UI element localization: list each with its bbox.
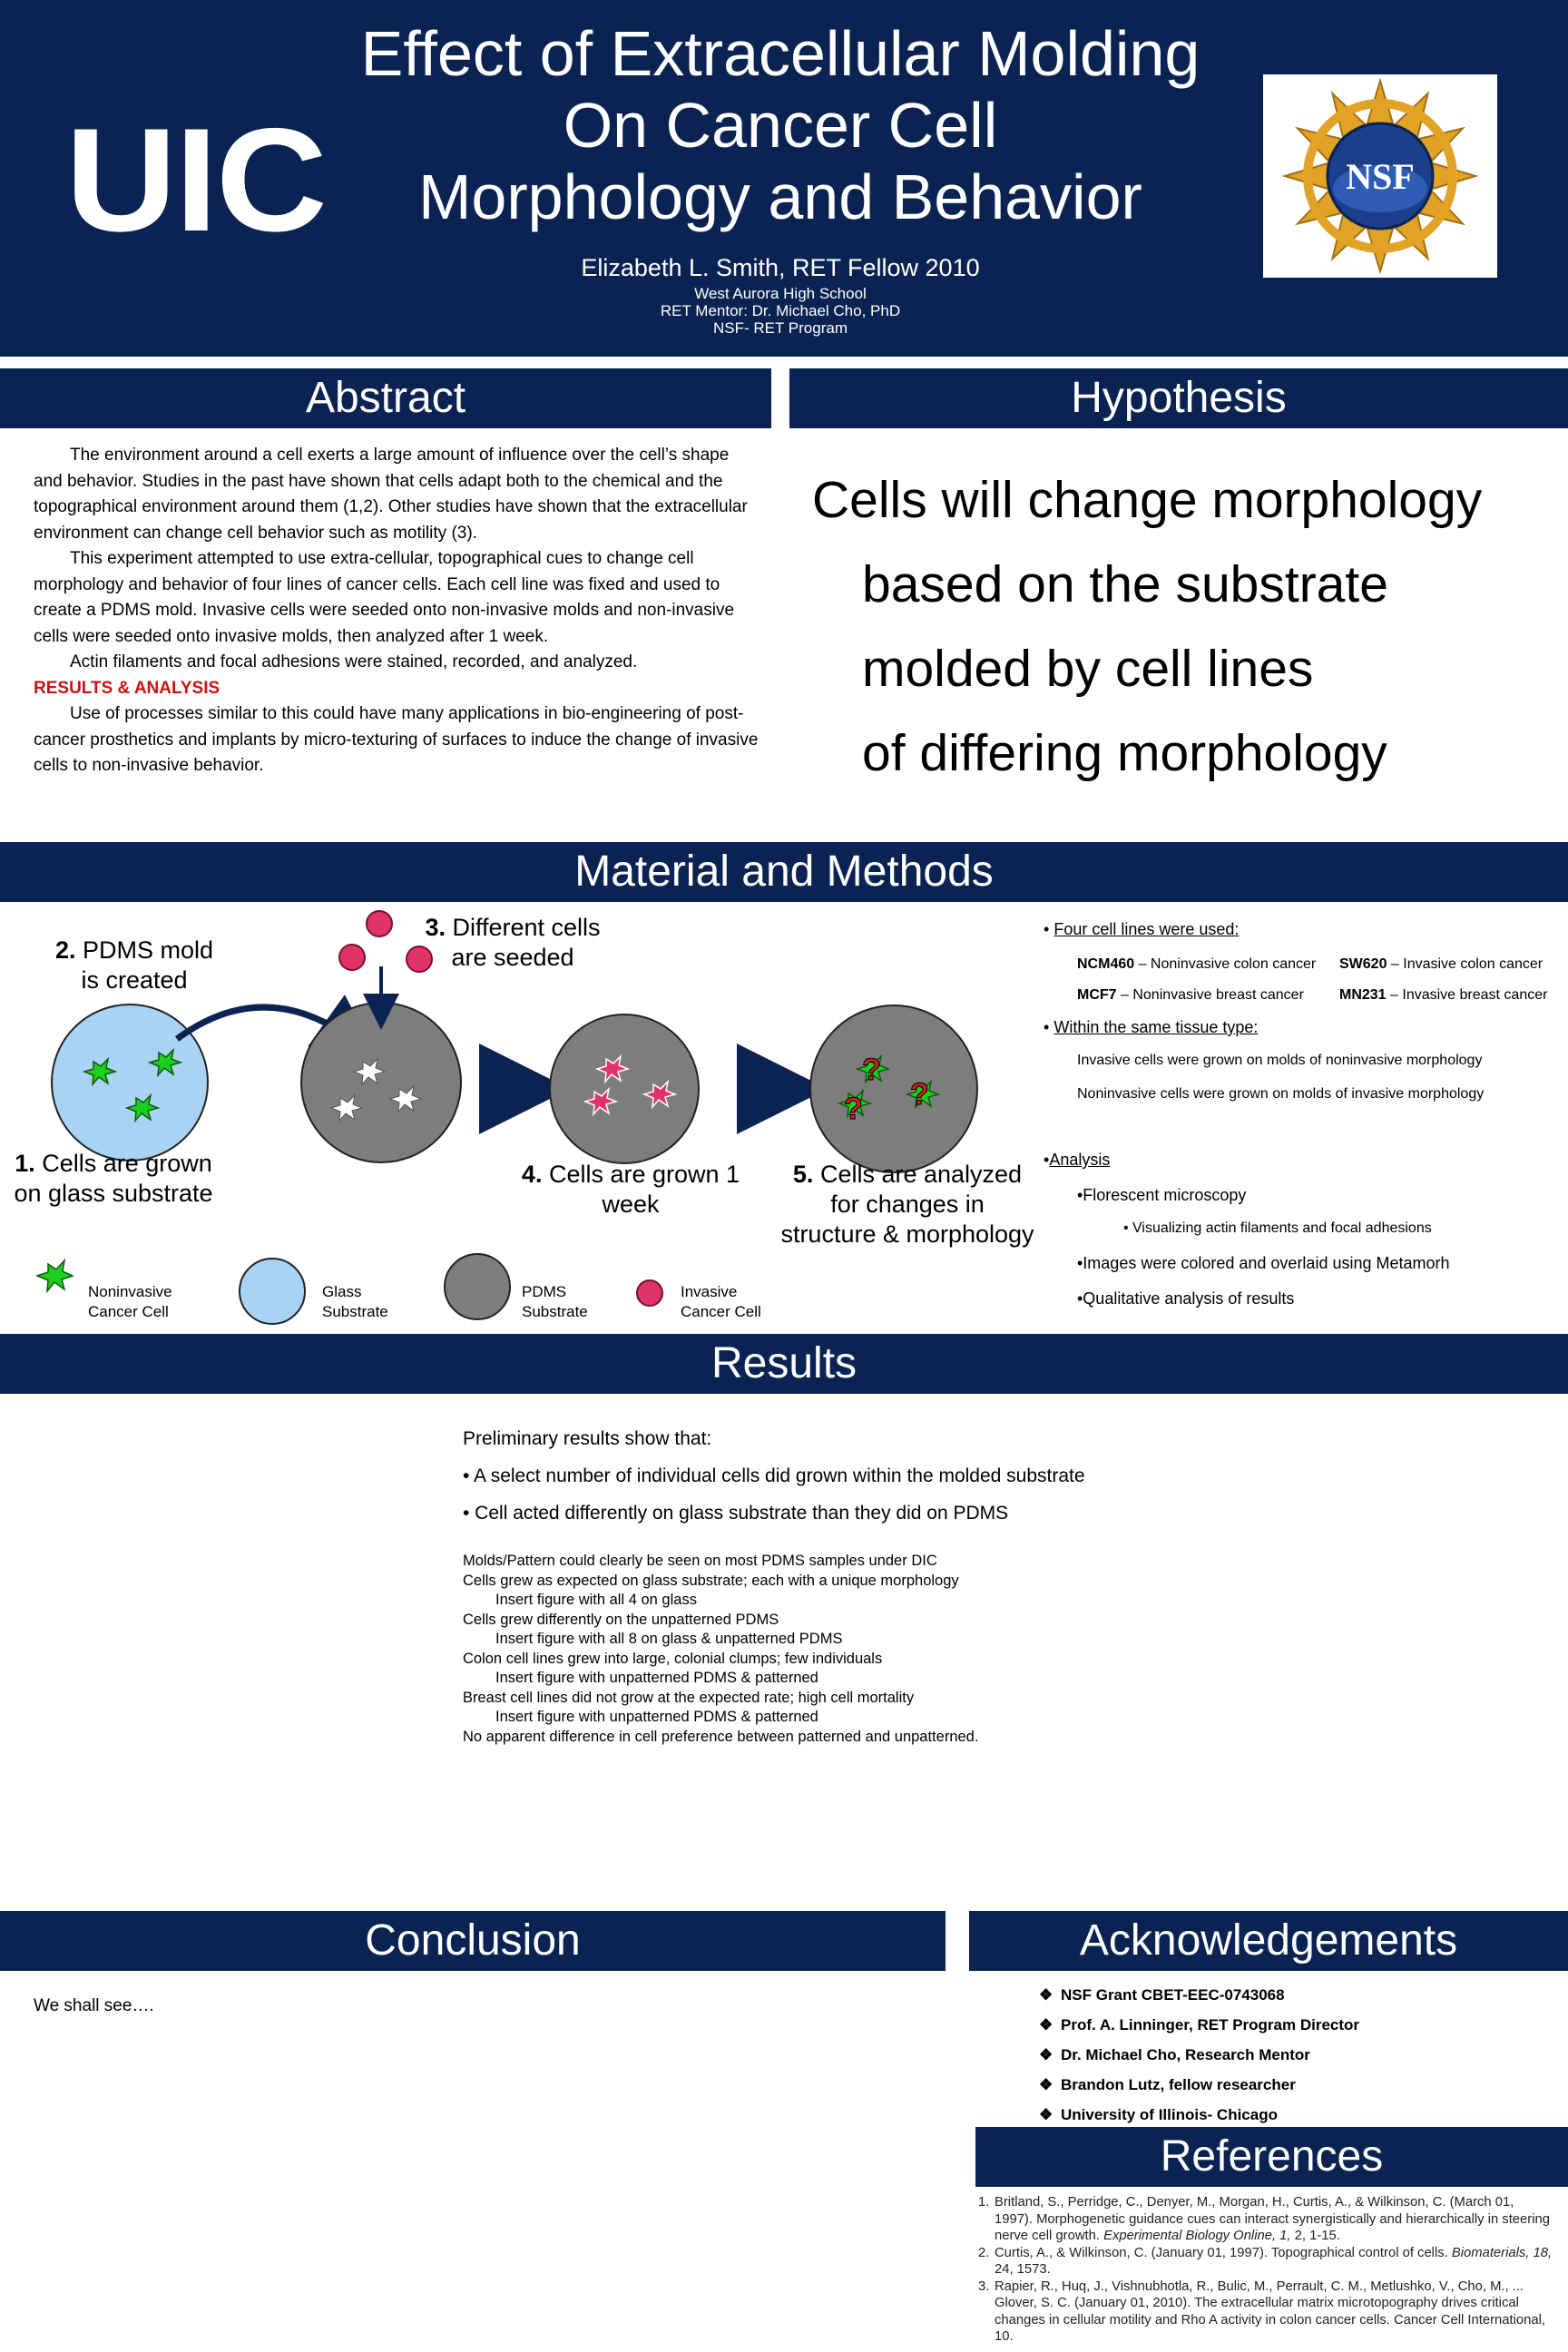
abstract-body bbox=[34, 443, 760, 779]
abstract-heading: Abstract bbox=[0, 368, 771, 428]
abstract-paragraph: Actin filaments and focal adhesions were stained, recorded, and analyzed. bbox=[70, 652, 638, 671]
step-3-label: 3. Different cells are seeded bbox=[425, 914, 601, 971]
analyzed-dish bbox=[810, 1005, 977, 1172]
pdms-dish bbox=[301, 1003, 461, 1162]
title-line: Morphology and Behavior bbox=[418, 162, 1142, 232]
results-note: Insert figure with all 8 on glass & unpatterned PDMS bbox=[495, 1631, 843, 1647]
affiliation bbox=[272, 285, 1289, 337]
invasive-cell bbox=[339, 945, 365, 970]
results-bullet: • Cell acted differently on glass substrate than they did on PDMS bbox=[463, 1503, 1009, 1524]
cell-line-item: MCF7 – Noninvasive breast cancer bbox=[1077, 987, 1304, 1003]
results-note: No apparent difference in cell preference between patterned and unpatterned. bbox=[463, 1728, 979, 1745]
header-banner bbox=[0, 0, 1568, 357]
ack-item: ❖ Dr. Michael Cho, Research Mentor bbox=[1039, 2040, 1547, 2070]
question-mark: ? bbox=[910, 1077, 929, 1112]
step-2-label: 2. PDMS mold is created bbox=[54, 936, 214, 994]
hypothesis-line: of differing morphology bbox=[862, 724, 1387, 782]
results-note: Cells grew differently on the unpatterned PDMS bbox=[463, 1611, 779, 1628]
methods-heading: Material and Methods bbox=[0, 842, 1568, 902]
results-heading: Results bbox=[0, 1334, 1568, 1394]
legend-glass-icon bbox=[240, 1259, 305, 1324]
results-note: Cells grew as expected on glass substrate; each with a unique morphology bbox=[463, 1572, 959, 1589]
question-mark: ? bbox=[862, 1053, 881, 1087]
results-analysis-label: RESULTS & ANALYSIS bbox=[34, 678, 220, 698]
step-4-label: 4. Cells are grown 1 week bbox=[521, 1161, 740, 1218]
tissue-item: Invasive cells were grown on molds of noninvasive morphology bbox=[1077, 1053, 1483, 1068]
results-note: Molds/Pattern could clearly be seen on most PDMS samples under DIC bbox=[463, 1553, 937, 1569]
title-line: Effect of Extracellular Molding bbox=[360, 18, 1200, 89]
nsf-logo bbox=[1263, 74, 1497, 278]
cell-line-item: NCM460 – Noninvasive colon cancer bbox=[1077, 956, 1317, 972]
abstract-paragraph: The environment around a cell exerts a large amount of influence over the cell’s shape and behavior. Studies in the past have shown that cells adapt both to the chemical and the topographical environment around them (1,2). Other studies have shown that the extracellular environment can change cell behavior such as motility (3). bbox=[34, 446, 748, 543]
abstract-paragraph: Use of processes similar to this could have many applications in bio-engineering of post-cancer prosthetics and implants by micro-texturing of surfaces to induce the change of invasive cells to non-invasive behavior. bbox=[34, 704, 759, 775]
legend-noninvasive-icon bbox=[37, 1260, 73, 1291]
ack-item: ❖ Brandon Lutz, fellow researcher bbox=[1039, 2070, 1547, 2100]
affiliation-line: West Aurora High School bbox=[694, 285, 867, 302]
affiliation-line: NSF- RET Program bbox=[713, 319, 848, 337]
results-intro: Preliminary results show that: bbox=[463, 1428, 712, 1449]
legend-invasive-icon bbox=[637, 1280, 662, 1306]
uic-logo: UIC bbox=[65, 98, 326, 262]
conclusion-heading: Conclusion bbox=[0, 1911, 946, 1971]
nsf-logo-text: NSF bbox=[1346, 156, 1415, 197]
acknowledgements-list bbox=[1039, 1980, 1547, 2130]
poster-title bbox=[272, 18, 1289, 233]
hypothesis-line: Cells will change morphology bbox=[812, 471, 1483, 529]
legend-pdms-label: PDMS Substrate bbox=[522, 1283, 588, 1320]
ack-item: ❖ Prof. A. Linninger, RET Program Director bbox=[1039, 2010, 1547, 2040]
methods-heading-item: • Within the same tissue type: bbox=[1044, 1018, 1259, 1036]
diamond-bullet-icon: ❖ bbox=[1039, 2106, 1054, 2123]
cell-line-item: SW620 – Invasive colon cancer bbox=[1339, 956, 1544, 972]
results-note: Insert figure with unpatterned PDMS & patterned bbox=[495, 1670, 818, 1686]
legend-pdms-icon bbox=[445, 1254, 510, 1319]
legend-glass-label: Glass Substrate bbox=[322, 1283, 388, 1320]
results-note: Insert figure with unpatterned PDMS & patterned bbox=[495, 1709, 818, 1725]
methods-heading-item: •Analysis bbox=[1044, 1151, 1111, 1169]
legend-noninvasive-label: Noninvasive Cancer Cell bbox=[88, 1283, 172, 1320]
analysis-item: •Qualitative analysis of results bbox=[1077, 1289, 1295, 1308]
analysis-item: •Florescent microscopy bbox=[1077, 1186, 1247, 1204]
analysis-item: •Images were colored and overlaid using Metamorh bbox=[1077, 1254, 1450, 1272]
affiliation-line: RET Mentor: Dr. Michael Cho, PhD bbox=[660, 302, 901, 319]
diamond-bullet-icon: ❖ bbox=[1039, 2076, 1054, 2093]
reference-item: 1. Britland, S., Perridge, C., Denyer, M., Morgan, H., Curtis, A., & Wilkinson, C. (March 01, 1997). Morphogenetic guidance cues can interact synergistically and hierarchically in steering nerve cell growth. Experimental Biology Online, 1, 2, 1-15. bbox=[978, 2195, 1550, 2243]
ack-item: ❖ University of Illinois- Chicago bbox=[1039, 2100, 1547, 2130]
ack-item: ❖ NSF Grant CBET-EEC-0743068 bbox=[1039, 1980, 1547, 2010]
title-line: On Cancer Cell bbox=[563, 90, 998, 161]
legend-invasive-label: Invasive Cancer Cell bbox=[681, 1283, 761, 1320]
author: Elizabeth L. Smith, RET Fellow 2010 bbox=[581, 254, 980, 281]
results-bullet: • A select number of individual cells did grown within the molded substrate bbox=[463, 1465, 1085, 1486]
references-list bbox=[978, 2194, 1554, 2346]
results-note: Breast cell lines did not grow at the expected rate; high cell mortality bbox=[463, 1689, 915, 1706]
results-note: Colon cell lines grew into large, colonial clumps; few individuals bbox=[463, 1650, 883, 1667]
cell-line-item: MN231 – Invasive breast cancer bbox=[1339, 987, 1548, 1003]
hypothesis-line: based on the substrate bbox=[862, 555, 1388, 613]
methods-heading-item: • Four cell lines were used: bbox=[1044, 920, 1240, 938]
conclusion-body: We shall see…. bbox=[34, 1996, 154, 2015]
diamond-bullet-icon: ❖ bbox=[1039, 2016, 1054, 2034]
invasive-cell bbox=[367, 911, 392, 936]
results-note: Insert figure with all 4 on glass bbox=[495, 1592, 697, 1608]
results-body bbox=[463, 1420, 1279, 1747]
acknowledgements-heading: Acknowledgements bbox=[969, 1911, 1568, 1971]
glass-substrate-dish bbox=[52, 1004, 208, 1161]
abstract-paragraph: This experiment attempted to use extra-cellular, topographical cues to change cell morphology and behavior of four lines of cancer cells. Each cell line was fixed and used to create a PDMS mold. Invasive cells were seeded onto non-invasive molds and non-invasive cells were seeded onto invasive molds, then analyzed after 1 week. bbox=[34, 549, 735, 646]
references-heading: References bbox=[975, 2127, 1568, 2187]
step-5-label: 5. Cells are analyzed for changes in structure & morphology bbox=[780, 1161, 1034, 1248]
reference-item: 2. Curtis, A., & Wilkinson, C. (January 01, 1997). Topographical control of cells. Biomaterials, 18, 24, 1573. bbox=[978, 2245, 1553, 2277]
diamond-bullet-icon: ❖ bbox=[1039, 1986, 1054, 2004]
hypothesis-body bbox=[812, 458, 1538, 796]
analysis-item: • Visualizing actin filaments and focal adhesions bbox=[1123, 1220, 1432, 1236]
question-mark: ? bbox=[844, 1092, 863, 1126]
tissue-item: Noninvasive cells were grown on molds of invasive morphology bbox=[1077, 1086, 1485, 1102]
hypothesis-heading: Hypothesis bbox=[789, 368, 1568, 428]
reference-item: 3. Rapier, R., Huq, J., Vishnubhotla, R., Bulic, M., Perrault, C. M., Metlushko, V., Cho, M., ... Glover, S. C. (January 01, 2010). The extracellular matrix microtopography drives critical changes in cellular motility and Rho A activity in colon cancer cells. Cancer Cell International, 10. bbox=[978, 2278, 1545, 2344]
step-1-label: 1. Cells are grown on glass substrate bbox=[14, 1150, 213, 1207]
hypothesis-line: molded by cell lines bbox=[862, 640, 1314, 698]
grown-dish bbox=[550, 1014, 699, 1163]
diamond-bullet-icon: ❖ bbox=[1039, 2046, 1054, 2063]
